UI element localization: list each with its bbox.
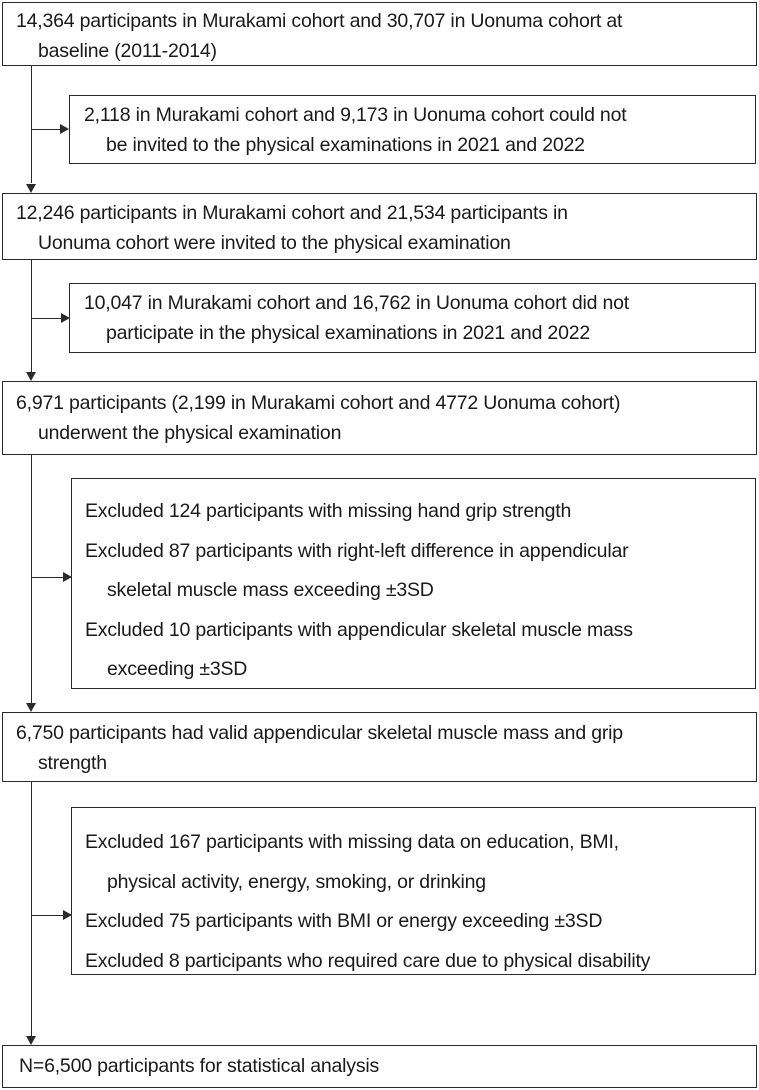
- exclusion-text: Excluded 75 participants with BMI or energy exceeding ±3SD: [85, 910, 603, 932]
- step-text: 6,750 participants had valid appendicular skeletal muscle mass and grip: [16, 722, 623, 744]
- exclusion-text: exceeding ±3SD: [107, 658, 248, 680]
- step-text: 14,364 participants in Murakami cohort and 30,707 in Uonuma cohort at: [16, 10, 623, 32]
- arrow-down-icon: [26, 184, 36, 193]
- step-valid-measures: [2, 712, 757, 782]
- exclusion-covariates: [71, 807, 756, 975]
- step-text: N=6,500 participants for statistical analysis: [19, 1055, 380, 1077]
- branch-line-2: [31, 318, 62, 319]
- flow-line-3: [31, 454, 32, 703]
- arrow-down-icon: [26, 703, 36, 712]
- exclusion-text: physical activity, energy, smoking, or drinking: [107, 870, 486, 893]
- exclusion-not-participated: [69, 283, 756, 353]
- exclusion-text: participate in the physical examinations in 2021 and 2022: [106, 322, 591, 344]
- exclusion-text: Excluded 167 participants with missing data on education, BMI,: [85, 831, 619, 853]
- exclusion-not-invited: [69, 95, 756, 164]
- exclusion-text: Excluded 10 participants with appendicular skeletal muscle mass: [85, 618, 633, 641]
- step-baseline: [2, 2, 757, 66]
- step-text: Uonuma cohort were invited to the physical examination: [38, 232, 511, 254]
- exclusion-text: 2,118 in Murakami cohort and 9,173 in Uonuma cohort could not: [84, 104, 627, 126]
- arrow-down-icon: [26, 1036, 36, 1045]
- flow-line-2: [31, 259, 32, 372]
- exclusion-text: Excluded 8 participants who required care due to physical disability: [85, 949, 651, 972]
- exclusion-text: 10,047 in Murakami cohort and 16,762 in Uonuma cohort did not: [84, 292, 629, 314]
- step-text: strength: [38, 752, 107, 774]
- exclusion-text: be invited to the physical examinations in 2021 and 2022: [106, 134, 585, 156]
- step-text: underwent the physical examination: [38, 422, 342, 444]
- step-text: 12,246 participants in Murakami cohort and 21,534 participants in: [16, 202, 568, 224]
- branch-line-1: [31, 129, 61, 130]
- branch-line-4: [31, 915, 64, 916]
- arrow-right-icon: [60, 124, 69, 134]
- exclusion-text: skeletal muscle mass exceeding ±3SD: [107, 579, 434, 601]
- step-invited: [2, 193, 757, 260]
- step-examined: [2, 381, 757, 455]
- branch-line-3: [31, 577, 64, 578]
- step-text: 6,971 participants (2,199 in Murakami cohort and 4772 Uonuma cohort): [16, 392, 621, 414]
- exclusion-text: Excluded 87 participants with right-left difference in appendicular: [85, 539, 629, 562]
- flow-line-1: [31, 66, 32, 183]
- arrow-down-icon: [26, 372, 36, 381]
- exclusion-muscle-mass: [71, 478, 756, 689]
- flow-line-4: [31, 781, 32, 1036]
- step-final-sample: [2, 1045, 757, 1088]
- step-text: baseline (2011-2014): [38, 40, 217, 62]
- exclusion-text: Excluded 124 participants with missing hand grip strength: [85, 500, 572, 522]
